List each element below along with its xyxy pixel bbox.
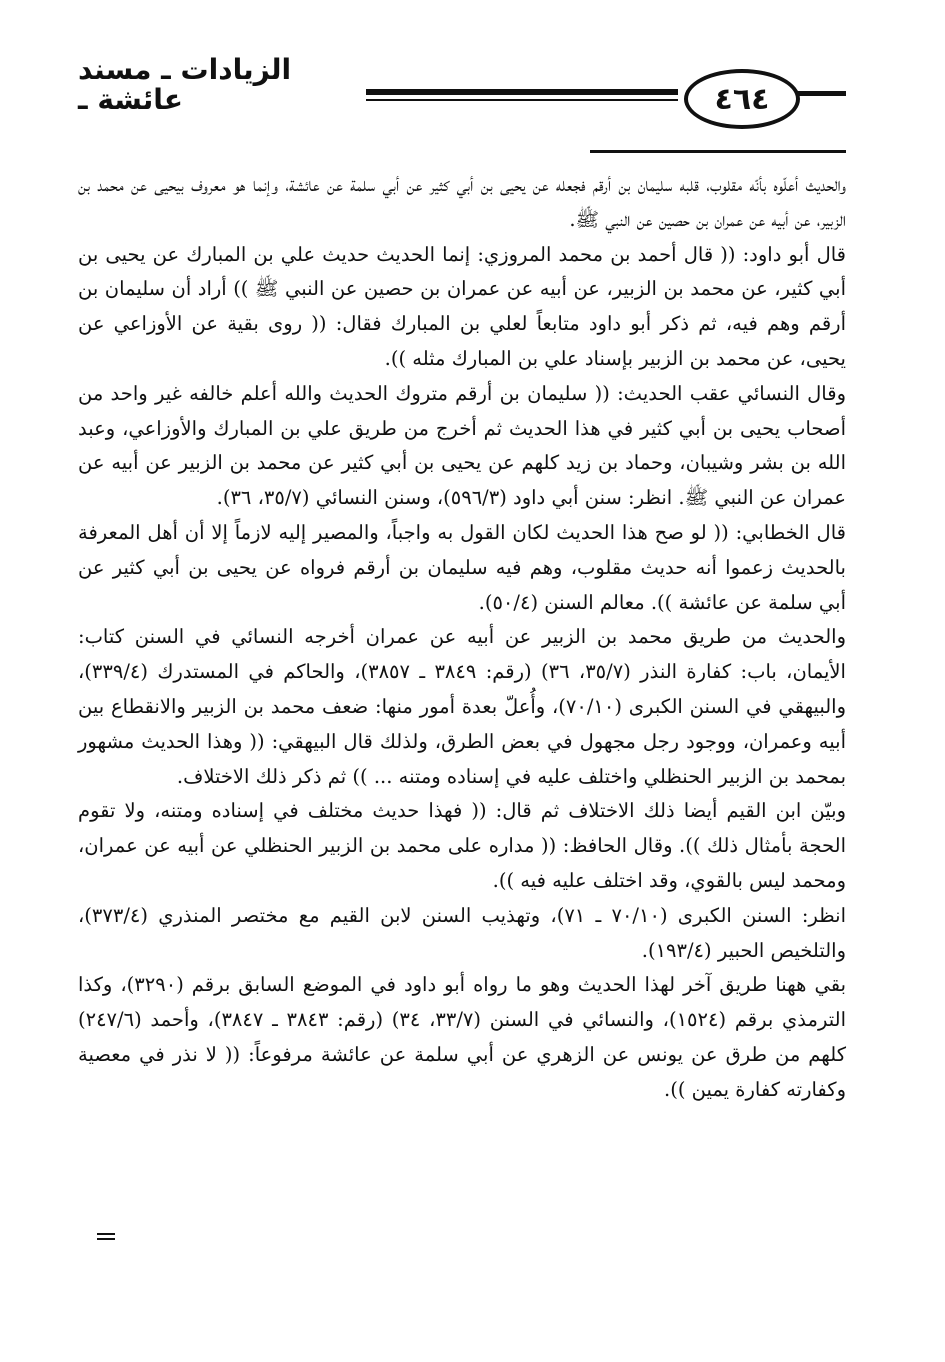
footnote-divider bbox=[590, 150, 846, 153]
paragraph: والحديث أعلّوه بأنّه مقلوب، قلبه سليمان بن أرقم فجعله عن يحيى بن أبي كثير عن أبي سلمة عن عائشة، وإنما هو معروف بيحيى عن محمد بن الزبير، عن أبيه عن عمران بن حصين عن النبي ﷺ. bbox=[78, 173, 846, 231]
paragraph: والحديث من طريق محمد بن الزبير عن أبيه عن عمران أخرجه النسائي في السنن كتاب: الأيمان، باب: كفارة النذر (٣٥/٧، ٣٦) (رقم: ٣٨٤٩ ـ ٣٨٥٧)، والحاكم في المستدرك (٣٣٩/٤)، والبيهقي في السنن الكبرى (٧٠/١٠)، وأُعلّ بعدة أمور منها: ضعف محمد بن الزبير والانقطاع بين أبيه وعمران، ووجود رجل مجهول في بعض الطرق، ولذلك قال البيهقي: (( وهذا الحديث مشهور بمحمد بن الزبير الحنظلي واختلف عليه في إسناده ومتنه ... )) ثم ذكر ذلك الاختلاف. bbox=[78, 625, 846, 788]
paragraph: قال أبو داود: (( قال أحمد بن محمد المروزي: إنما الحديث حديث علي بن المبارك عن يحيى بن أبي كثير، عن محمد بن الزبير، عن أبيه عن عمران بن حصين عن النبي ﷺ )) أراد أن سليمان بن أرقم وهم فيه، ثم ذكر أبو داود متابعاً لعلي بن المبارك فقال: (( روى بقية عن الأوزاعي عن يحيى، عن محمد بن الزبير بإسناد علي بن المبارك مثله )). bbox=[78, 242, 846, 370]
paragraph: بقي ههنا طريق آخر لهذا الحديث وهو ما رواه أبو داود في الموضع السابق برقم (٣٢٩٠)، وكذا الترمذي برقم (١٥٢٤)، والنسائي في السنن (٣٣/٧، ٣٤) (رقم: ٣٨٤٣ ـ ٣٨٤٧)، وأحمد (٢٤٧/٦) كلهم من طرق عن يونس عن الزهري عن أبي سلمة عن عائشة مرفوعاً: (( لا نذر في معصية وكفارته كفارة يمين )). bbox=[78, 973, 846, 1101]
running-title: الزيادات ـ مسند عائشة ـ bbox=[78, 55, 366, 115]
page-number: ٤٦٤ bbox=[714, 81, 770, 117]
paragraph: وقال النسائي عقب الحديث: (( سليمان بن أرقم متروك الحديث والله أعلم خالفه غير واحد من أصحاب يحيى بن أبي كثير في هذا الحديث ثم أخرج من طريق علي بن المبارك والأوزاعي، وعبد الله بن بشر وشيبان، وحماد بن زيد كلهم عن يحيى بن أبي كثير عن محمد بن الزبير عن أبيه عن عمران عن النبي ﷺ. انظر: سنن أبي داود (٥٩٦/٣)، وسنن النسائي (٣٥/٧، ٣٦). bbox=[78, 381, 846, 510]
paragraph: وبيّن ابن القيم أيضا ذلك الاختلاف ثم قال: (( فهذا حديث مختلف في إسناده ومتنه، ولا تقوم الحجة بأمثال ذلك )). وقال الحافظ: (( مداره على محمد بن الزبير الحنظلي عن أبيه عن عمران، ومحمد ليس بالقوي، وقد اختلف عليه فيه )). bbox=[78, 799, 846, 892]
paragraph: انظر: السنن الكبرى (٧٠/١٠ ـ ٧١)، وتهذيب السنن لابن القيم مع مختصر المنذري (٣٧٣/٤)، والتلخيص الحبير (١٩٣/٤). bbox=[78, 903, 846, 962]
page-number-badge bbox=[684, 69, 800, 129]
footnote-text bbox=[78, 168, 846, 1108]
header-rule-right bbox=[796, 91, 846, 96]
paragraph: قال الخطابي: (( لو صح هذا الحديث لكان القول به واجباً، والمصير إليه لازماً إلا أن أهل المعرفة بالحديث زعموا أنه حديث مقلوب، وهم فيه سليمان بن أرقم فرواه عن يحيى بن أبي كثير عن أبي سلمة عن عائشة )). معالم السنن (٥٠/٤). bbox=[78, 520, 846, 614]
page-header bbox=[78, 55, 846, 145]
